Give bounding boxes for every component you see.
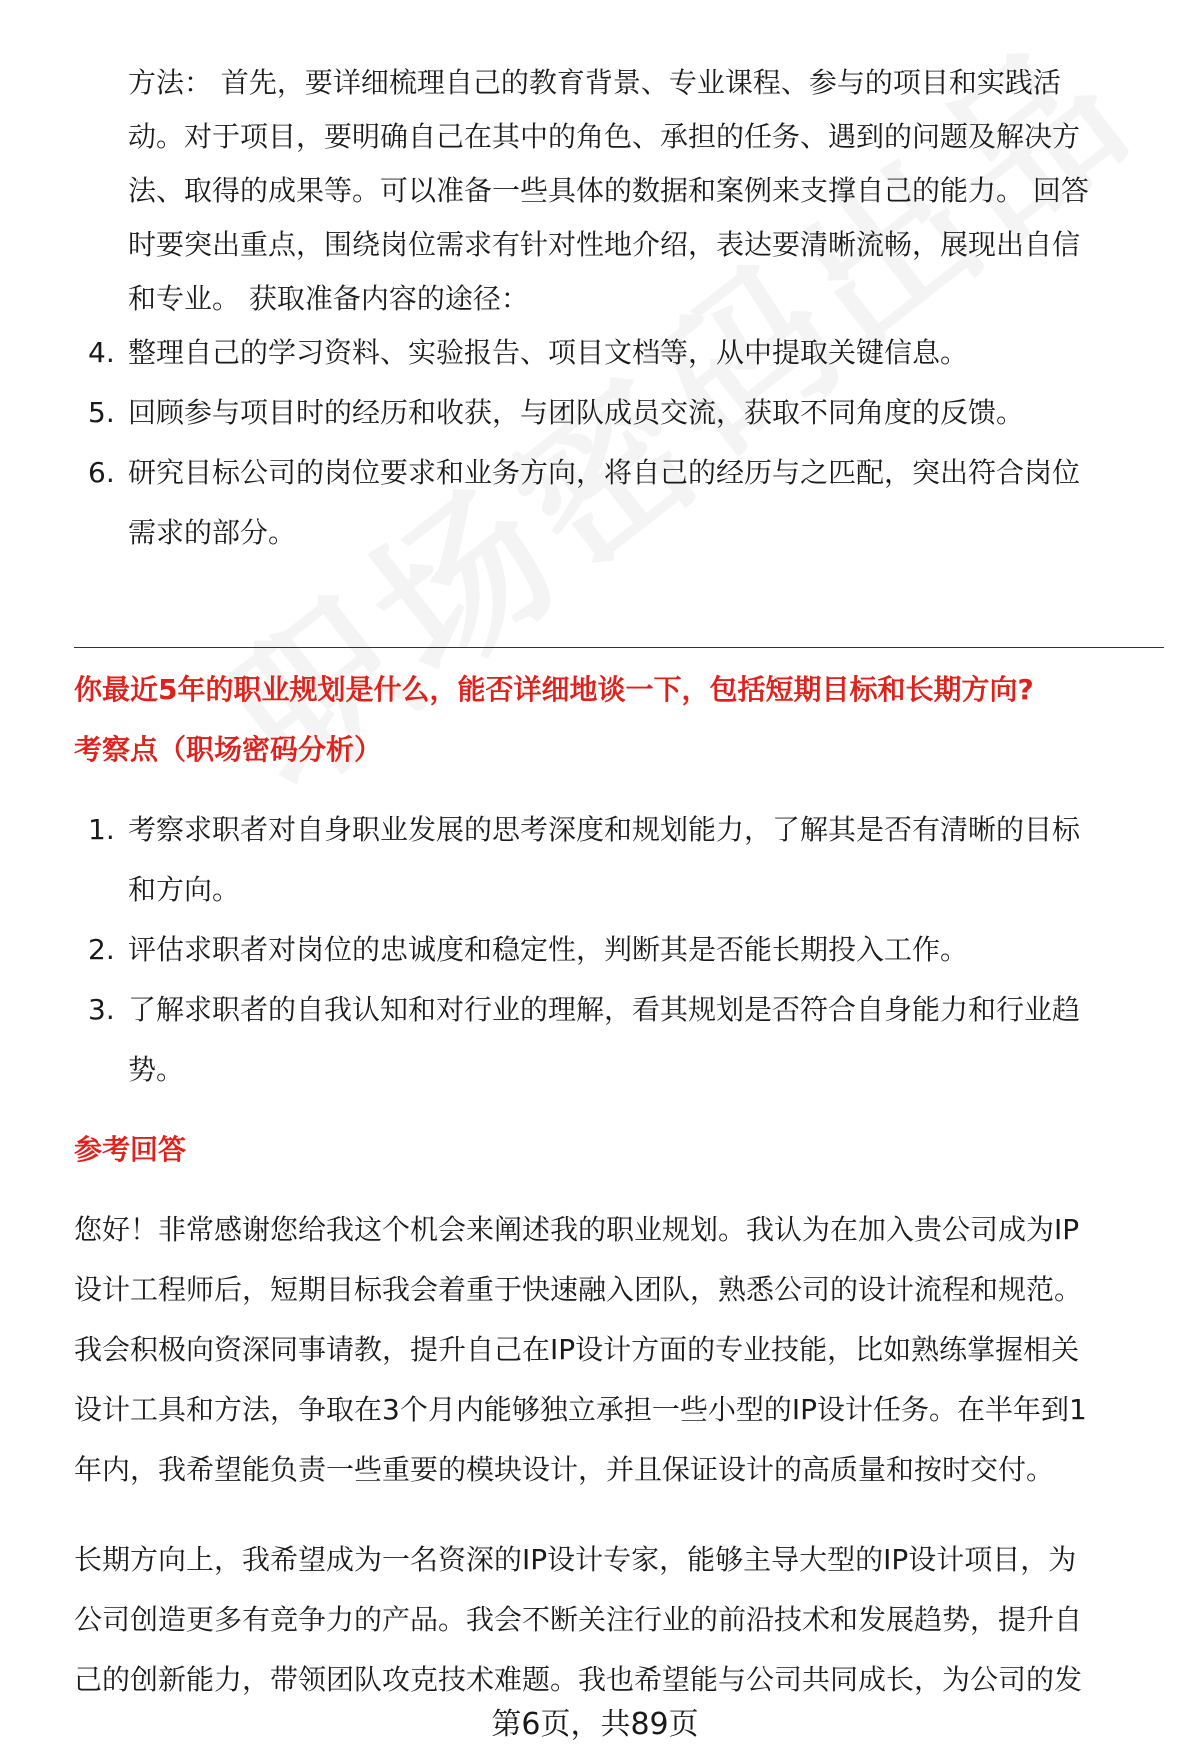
- answer-line: 设计工具和方法，争取在3个月内能够独立承担一些小型的IP设计任务。在半年到1: [74, 1393, 1087, 1426]
- method-line-5: 和专业。 获取准备内容的途径：: [128, 282, 529, 315]
- method-line-1: 方法： 首先，要详细梳理自己的教育背景、专业课程、参与的项目和实践活: [128, 66, 1061, 99]
- list-number: 4.: [88, 336, 115, 369]
- answer-line: 您好！非常感谢您给我这个机会来阐述我的职业规划。我认为在加入贵公司成为IP: [74, 1213, 1080, 1246]
- list-number: 2.: [88, 933, 115, 966]
- answer-line: 长期方向上，我希望成为一名资深的IP设计专家，能够主导大型的IP设计项目，为: [74, 1543, 1077, 1576]
- method-line-2: 动。对于项目，要明确自己在其中的角色、承担的任务、遇到的问题及解决方: [128, 120, 1081, 153]
- section-divider: [74, 647, 1164, 648]
- list-item: 回顾参与项目时的经历和收获，与团队成员交流，获取不同角度的反馈。: [128, 396, 1025, 429]
- answer-line: 公司创造更多有竞争力的产品。我会不断关注行业的前沿技术和发展趋势，提升自: [74, 1603, 1083, 1636]
- list-item: 考察求职者对自身职业发展的思考深度和规划能力，了解其是否有清晰的目标: [128, 813, 1081, 846]
- list-item: 研究目标公司的岗位要求和业务方向，将自己的经历与之匹配，突出符合岗位: [128, 456, 1081, 489]
- list-item-continuation: 需求的部分。: [128, 516, 297, 549]
- list-item: 整理自己的学习资料、实验报告、项目文档等，从中提取关键信息。: [128, 336, 969, 369]
- page-number-footer: 第6页，共89页: [491, 1707, 699, 1742]
- answer-heading: 参考回答: [74, 1133, 187, 1166]
- list-item: 评估求职者对岗位的忠诚度和稳定性，判断其是否能长期投入工作。: [128, 933, 969, 966]
- answer-line: 我会积极向资深同事请教，提升自己在IP设计方面的专业技能，比如熟练掌握相关: [74, 1333, 1080, 1366]
- list-number: 1.: [88, 813, 115, 846]
- list-number: 6.: [88, 456, 115, 489]
- list-number: 5.: [88, 396, 115, 429]
- list-item-continuation: 势。: [128, 1053, 185, 1086]
- answer-line: 己的创新能力，带领团队攻克技术难题。我也希望能与公司共同成长，为公司的发: [74, 1663, 1083, 1696]
- question-heading: 你最近5年的职业规划是什么，能否详细地谈一下，包括短期目标和长期方向?: [74, 673, 1034, 706]
- list-number: 3.: [88, 993, 115, 1026]
- answer-line: 年内，我希望能负责一些重要的模块设计，并且保证设计的高质量和按时交付。: [74, 1453, 1055, 1486]
- list-item-continuation: 和方向。: [128, 873, 241, 906]
- method-line-3: 法、取得的成果等。可以准备一些具体的数据和案例来支撑自己的能力。 回答: [128, 174, 1089, 207]
- method-line-4: 时要突出重点，围绕岗位需求有针对性地介绍，表达要清晰流畅，展现出自信: [128, 228, 1081, 261]
- focus-heading: 考察点（职场密码分析）: [74, 733, 383, 766]
- list-item: 了解求职者的自我认知和对行业的理解，看其规划是否符合自身能力和行业趋: [128, 993, 1081, 1026]
- answer-line: 设计工程师后，短期目标我会着重于快速融入团队，熟悉公司的设计流程和规范。: [74, 1273, 1083, 1306]
